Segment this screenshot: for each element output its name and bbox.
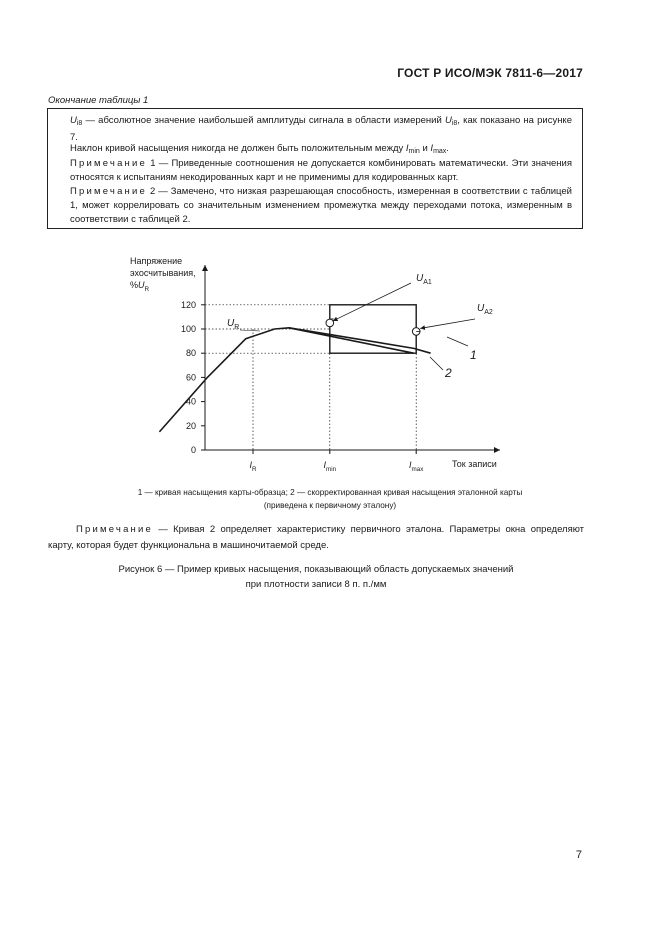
leader-ua1 bbox=[333, 283, 411, 321]
row-text: , как показано на рисунке 7. bbox=[70, 115, 572, 143]
row-text: Наклон кривой насыщения никогда не должен быть положительным между bbox=[70, 143, 406, 154]
legend-line-1: 1 — кривая насыщения карты-образца; 2 — скорректированная кривая насыщения эталонной карты bbox=[137, 488, 523, 497]
table-note-2 bbox=[70, 185, 572, 227]
y-tick-label: 0 bbox=[190, 445, 196, 455]
leader-ur bbox=[240, 330, 260, 331]
table-footnote-box bbox=[47, 108, 583, 229]
symbol-sub: i8 bbox=[451, 120, 458, 127]
chart-curves bbox=[159, 319, 430, 432]
label-ur: $U_R$ bbox=[227, 318, 240, 331]
legend-line-2: (приведена к первичному эталону) bbox=[263, 501, 397, 510]
note-label: Примечание bbox=[70, 158, 147, 169]
x-marker-label: $I_{max}$ bbox=[408, 460, 424, 473]
table-note-1 bbox=[70, 157, 572, 185]
curve-label-1: 1 bbox=[470, 348, 477, 362]
figure-caption-line-1: Рисунок 6 — Пример кривых насыщения, показывающий область допускаемых значений bbox=[118, 564, 514, 575]
leader-curve-1 bbox=[447, 337, 468, 346]
figure-note bbox=[48, 522, 584, 554]
symbol-sub: i8 bbox=[76, 120, 83, 127]
y-axis-label: эхосчитывания, bbox=[130, 268, 196, 278]
label-ua1: $U_{A1}$ bbox=[416, 273, 432, 286]
y-tick-label: 60 bbox=[185, 372, 196, 383]
leader-curve-2 bbox=[430, 357, 443, 370]
x-axis-label: Ток записи bbox=[452, 459, 497, 469]
note-label: Примечание bbox=[76, 524, 153, 535]
symbol-i: I bbox=[405, 143, 409, 154]
saturation-chart bbox=[100, 255, 520, 480]
note-text: — Кривая 2 определяет характеристику первичного эталона. Параметры окна определяют карту, которая будет функциональна в машиночитаемой среде. bbox=[48, 524, 584, 551]
label-ua2: $U_{A2}$ bbox=[477, 303, 493, 316]
x-marker-label: $I_{min}$ bbox=[323, 460, 337, 473]
y-tick-label: 80 bbox=[185, 348, 196, 359]
symbol-u: U bbox=[70, 115, 77, 126]
y-tick-label: 120 bbox=[180, 299, 196, 310]
note-text: 2 — Замечено, что низкая разрешающая способность, измеренная в соответствии с таблицей 1, может коррелировать со значительным изменением промежутка между переходами потока, измеренным в соответствии с таблицей 2. bbox=[70, 186, 572, 225]
curve-2 bbox=[289, 328, 414, 353]
chart-labels bbox=[130, 256, 497, 473]
y-tick-label: 100 bbox=[180, 324, 196, 334]
curve-label-2: 2 bbox=[445, 366, 452, 380]
table-end-caption: Окончание таблицы 1 bbox=[48, 95, 149, 106]
symbol-i: I bbox=[430, 143, 434, 154]
y-axis-label: Напряжение bbox=[130, 256, 183, 266]
y-tick-label: 40 bbox=[185, 396, 196, 407]
leader-ua2 bbox=[420, 319, 475, 328]
note-label: Примечание bbox=[70, 186, 147, 197]
symbol-sub: max bbox=[433, 148, 447, 155]
row-text: . bbox=[446, 143, 449, 154]
symbol-sub: min bbox=[408, 148, 420, 155]
page-number: 7 bbox=[575, 849, 582, 861]
row-text: и bbox=[419, 143, 431, 154]
y-tick-label: 20 bbox=[185, 420, 196, 431]
x-marker-label: $I_R$ bbox=[249, 460, 257, 473]
row-text: — абсолютное значение наибольшей амплитуды сигнала в области измерений bbox=[82, 115, 445, 126]
y-axis-label: $\%U_R$ bbox=[130, 280, 150, 293]
figure-caption-line-2: при плотности записи 8 п. п./мм bbox=[245, 579, 387, 590]
table-row-u18 bbox=[70, 114, 572, 145]
curve-1 bbox=[159, 328, 430, 432]
document-header: ГОСТ Р ИСО/МЭК 7811-6—2017 bbox=[397, 66, 583, 80]
symbol-u: U bbox=[444, 115, 452, 126]
chart-axes bbox=[181, 265, 500, 455]
note-text: 1 — Приведенные соотношения не допускается комбинировать математически. Эти значения относятся к испытаниям некодированных карт и не применимы для кодированных карт. bbox=[70, 158, 572, 183]
point-ua1 bbox=[326, 319, 334, 327]
